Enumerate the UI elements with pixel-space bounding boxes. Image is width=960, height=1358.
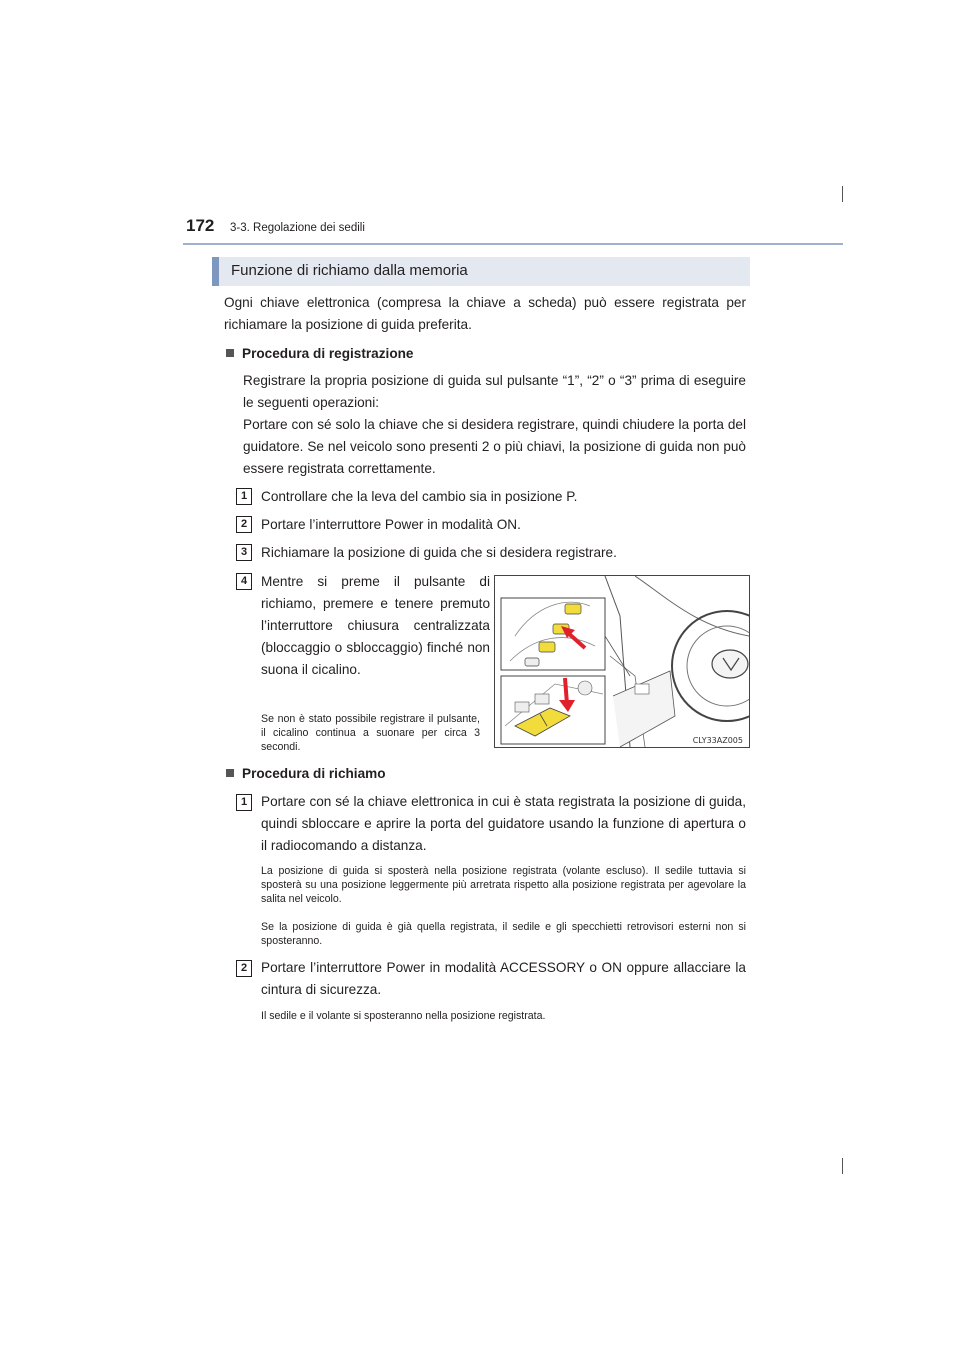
registration-step-2: Portare l’interruttore Power in modalità ON. bbox=[261, 517, 521, 532]
registration-step-4: Mentre si preme il pulsante di richiamo, premere e tenere premuto l’interruttore chiusura centralizzata (bloccaggio o sbloccaggio) finché non suona il cicalino. bbox=[261, 574, 490, 677]
recall-step-number-1: 1 bbox=[236, 794, 252, 811]
step-number-4: 4 bbox=[236, 573, 252, 590]
step-number-1: 1 bbox=[236, 488, 252, 505]
bullet-square-icon bbox=[226, 349, 234, 357]
recall-step-1: Portare con sé la chiave elettronica in cui è stata registrata la posizione di guida, quindi sbloccare e aprire la porta del guidatore usando la funzione di apertura o il radiocomando a distanza. bbox=[261, 794, 746, 853]
registration-heading: Procedura di registrazione bbox=[226, 343, 413, 365]
crop-mark-top bbox=[842, 186, 843, 202]
registration-step-1: Controllare che la leva del cambio sia in posizione P. bbox=[261, 489, 578, 504]
recall-step-1-note-2: Se la posizione di guida è già quella registrata, il sedile e gli specchietti retrovisori esterni non si sposteranno. bbox=[261, 921, 746, 947]
page-number: 172 bbox=[186, 216, 215, 235]
recall-step-number-2: 2 bbox=[236, 960, 252, 977]
header-rule bbox=[183, 243, 843, 245]
step-number-3: 3 bbox=[236, 544, 252, 561]
registration-text: Registrare la propria posizione di guida sul pulsante “1”, “2” o “3” prima di eseguire le seguenti operazioni: bbox=[243, 373, 746, 410]
crop-mark-bottom bbox=[842, 1158, 843, 1174]
recall-step-2-note: Il sedile e il volante si sposteranno nella posizione registrata. bbox=[261, 1010, 546, 1022]
car-interior-drawing bbox=[495, 576, 749, 747]
registration-step-3: Richiamare la posizione di guida che si desidera registrare. bbox=[261, 545, 617, 560]
recall-heading: Procedura di richiamo bbox=[226, 763, 386, 785]
section-title: Funzione di richiamo dalla memoria bbox=[231, 262, 468, 279]
figure-label: CLY33AZ005 bbox=[692, 736, 743, 745]
bullet-square-icon bbox=[226, 769, 234, 777]
section-title-bar bbox=[212, 257, 750, 286]
recall-step-2: Portare l’interruttore Power in modalità ACCESSORY o ON oppure allacciare la cintura di sicurezza. bbox=[261, 960, 746, 997]
registration-step-4-note: Se non è stato possibile registrare il pulsante, il cicalino continua a suonare per circa 3 secondi. bbox=[261, 713, 480, 753]
step-number-2: 2 bbox=[236, 516, 252, 533]
recall-step-1-note-1: La posizione di guida si sposterà nella posizione registrata (volante escluso). Il sedile tuttavia si sposterà su una posizione leggermente più arretrata rispetto alla posizione registrata per agevolare la salita nel veicolo. bbox=[261, 865, 746, 905]
registration-text-2: Portare con sé solo la chiave che si desidera registrare, quindi chiudere la porta del guidatore. Se nel veicolo sono presenti 2 o più chiavi, la posizione di guida non può essere registrata correttamente. bbox=[243, 417, 746, 476]
memory-switch-illustration bbox=[494, 575, 750, 748]
section-header: 3-3. Regolazione dei sedili bbox=[230, 222, 365, 234]
intro-paragraph: Ogni chiave elettronica (compresa la chiave a scheda) può essere registrata per richiamare la posizione di guida preferita. bbox=[224, 295, 746, 332]
